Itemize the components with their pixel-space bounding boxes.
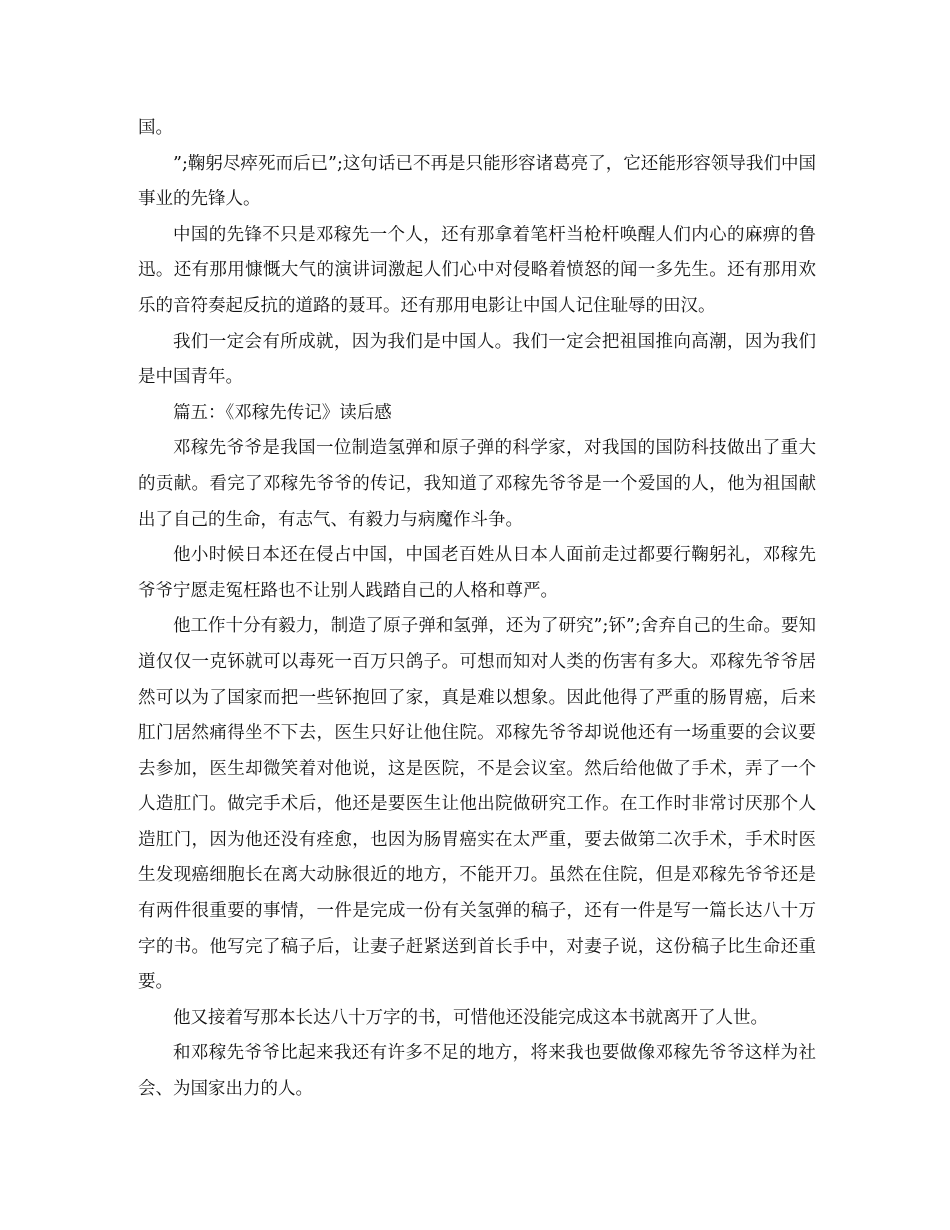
document-body <box>138 111 816 1108</box>
paragraph: 中国的先锋不只是邓稼先一个人，还有那拿着笔杆当枪杆唤醒人们内心的麻痹的鲁迅。还有那用慷慨大气的演讲词激起人们心中对侵略着愤怒的闻一多先生。还有那用欢乐的音符奏起反抗的道路的聂耳。还有那用电影让中国人记住耻辱的田汉。 <box>138 224 816 316</box>
paragraph: 邓稼先爷爷是我国一位制造氢弹和原子弹的科学家，对我国的国防科技做出了重大的贡献。看完了邓稼先爷爷的传记，我知道了邓稼先爷爷是一个爱国的人，他为祖国献出了自己的生命，有志气、有毅力与病魔作斗争。 <box>138 438 816 530</box>
paragraph: 他又接着写那本长达八十万字的书，可惜他还没能完成这本书就离开了人世。 <box>173 1007 768 1028</box>
paragraph: 他工作十分有毅力，制造了原子弹和氢弹，还为了研究”;钚”;舍弃自己的生命。要知道仅仅一克钚就可以毒死一百万只鸽子。可想而知对人类的伤害有多大。邓稼先爷爷居然可以为了国家而把一些钚抱回了家，真是难以想象。因此他得了严重的肠胃癌，后来肛门居然痛得坐不下去，医生只好让他住院。邓稼先爷爷却说他还有一场重要的会议要去参加，医生却微笑着对他说，这是医院，不是会议室。然后给他做了手术，弄了一个人造肛门。做完手术后，他还是要医生让他出院做研究工作。在工作时非常讨厌那个人造肛门，因为他还没有痊愈，也因为肠胃癌实在太严重，要去做第二次手术，手术时医生发现癌细胞长在离大动脉很近的地方，不能开刀。虽然在住院，但是邓稼先爷爷还是有两件很重要的事情，一件是完成一份有关氢弹的稿子，还有一件是写一篇长达八十万字的书。他写完了稿子后，让妻子赶紧送到首长手中，对妻子说，这份稿子比生命还重要。 <box>138 616 816 993</box>
paragraph: ”;鞠躬尽瘁死而后已”;这句话已不再是只能形容诸葛亮了，它还能形容领导我们中国事业的先锋人。 <box>138 153 816 210</box>
paragraph: 我们一定会有所成就，因为我们是中国人。我们一定会把祖国推向高潮，因为我们是中国青年。 <box>138 331 816 388</box>
paragraph: 他小时候日本还在侵占中国，中国老百姓从日本人面前走过都要行鞠躬礼，邓稼先爷爷宁愿走冤枉路也不让别人践踏自己的人格和尊严。 <box>138 545 816 601</box>
paragraph: 国。 <box>138 118 173 138</box>
section-heading: 篇五：《邓稼先传记》读后感 <box>173 402 392 423</box>
paragraph: 和邓稼先爷爷比起来我还有许多不足的地方，将来我也要做像邓稼先爷爷这样为社会、为国家出力的人。 <box>138 1043 816 1100</box>
